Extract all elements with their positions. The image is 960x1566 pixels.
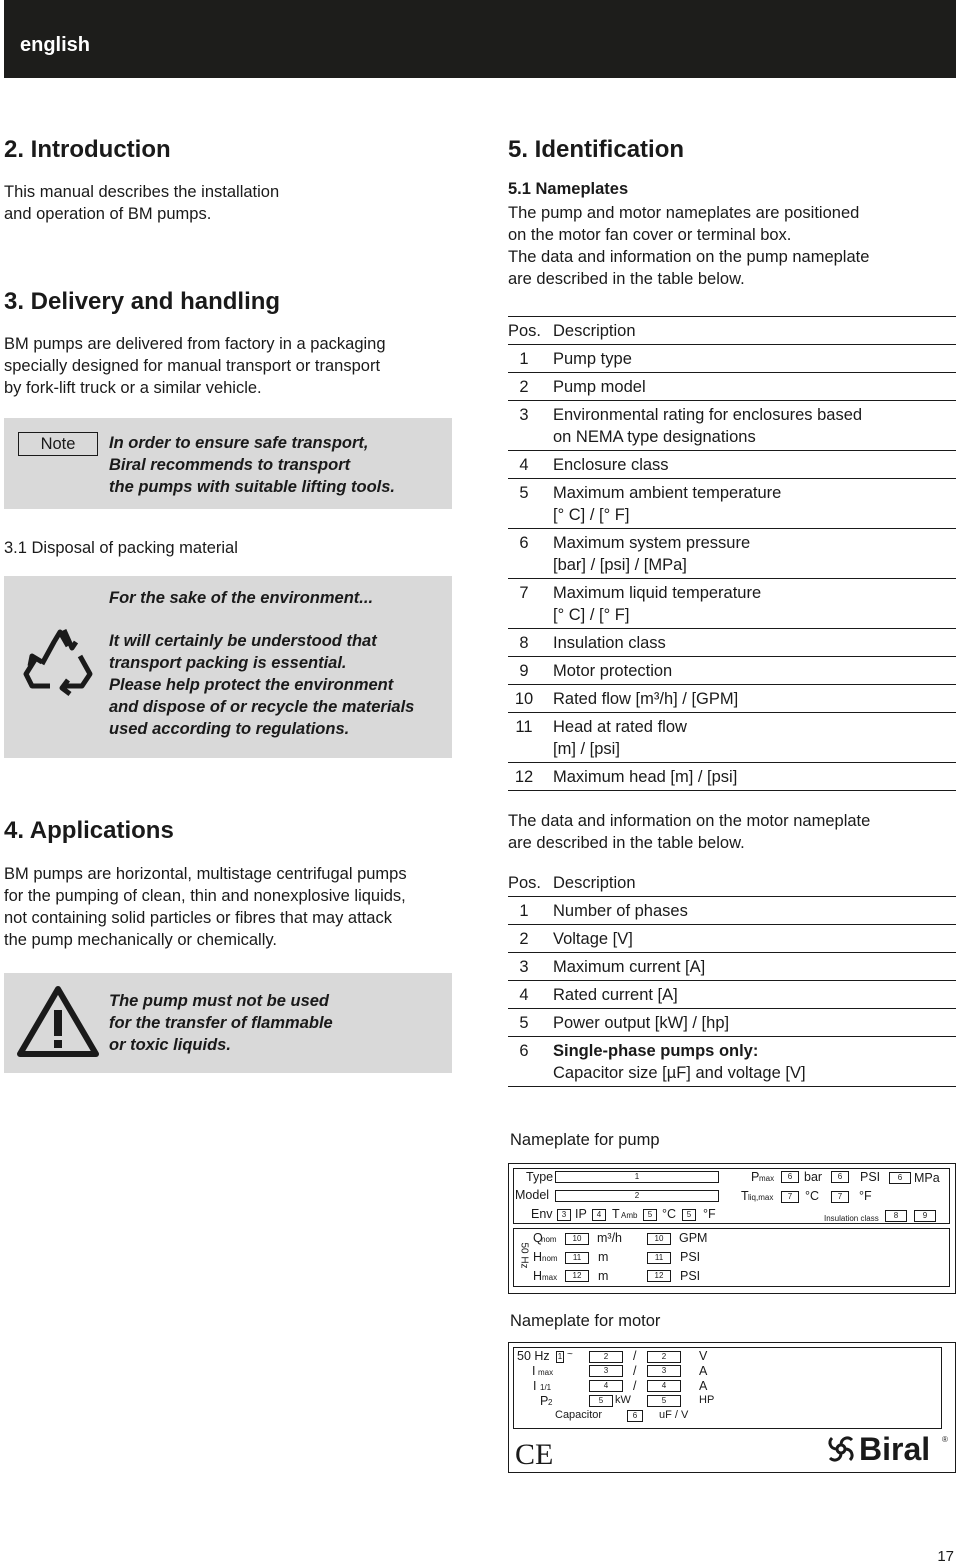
env-line-5: and dispose of or recycle the materials [109, 698, 415, 716]
biral-logo-icon [826, 1434, 856, 1464]
env-line-4: Please help protect the environment [109, 676, 394, 694]
table-row: 10 Rated flow [m³/h] / [GPM] [508, 685, 956, 713]
motor-nameplate: 50 Hz 1 ~ 2 / 2 V I max 3 / 3 A I 1/1 4 / 4 A P 2 5 kW 5 HP Capacitor 6 uF / V CE Biral ® [508, 1342, 956, 1473]
intro-title: 2. Introduction [4, 136, 171, 163]
note-label: Note [18, 432, 98, 456]
warning-line-1: The pump must not be used [109, 992, 330, 1010]
table-header: Pos. Description [508, 869, 956, 897]
language-label: english [20, 34, 91, 56]
disposal-title: 3.1 Disposal of packing material [4, 539, 238, 557]
table-row: 2 Pump model [508, 373, 956, 401]
note-line-1: In order to ensure safe transport, [109, 434, 369, 452]
identification-line-3: The data and information on the pump nameplate [508, 248, 870, 266]
page-number: 17 [937, 1548, 954, 1565]
motor-nameplate-title: Nameplate for motor [510, 1312, 661, 1330]
identification-line-4: are described in the table below. [508, 270, 745, 288]
note-line-3: the pumps with suitable lifting tools. [109, 478, 395, 496]
delivery-line-1: BM pumps are delivered from factory in a packaging [4, 335, 386, 353]
env-line-2: It will certainly be understood that [109, 632, 377, 650]
delivery-title: 3. Delivery and handling [4, 288, 281, 315]
applications-line-4: the pump mechanically or chemically. [4, 931, 277, 949]
motor-data-table [508, 869, 956, 1087]
table-row: 8 Insulation class [508, 629, 956, 657]
table-row: 7 Maximum liquid temperature [° C] / [° F] [508, 579, 956, 629]
applications-line-2: for the pumping of clean, thin and nonexplosive liquids, [4, 887, 406, 905]
header-bar [4, 0, 956, 78]
table-row: 12 Maximum head [m] / [psi] [508, 763, 956, 791]
table-row: 6 Single-phase pumps only: Capacitor size [µF] and voltage [V] [508, 1037, 956, 1087]
pump-nameplate: Type 1 Model 2 Env 3 IP 4 T Amb 5 °C 5 °F P max 6 bar 6 PSI 6 MPa T liq,max 7 °C 7 °F Insulation class 8 9 50 Hz Q nom 10 m³/h 10 GPM H nom 11 m 11 PSI H max 12 m 12 PSI [508, 1163, 956, 1294]
table-row: 6 Maximum system pressure [bar] / [psi] / [MPa] [508, 529, 956, 579]
intro-line-1: This manual describes the installation [4, 183, 280, 201]
env-line-1: For the sake of the environment... [109, 589, 374, 607]
table-row: 4 Rated current [A] [508, 981, 956, 1009]
note-line-2: Biral recommends to transport [109, 456, 351, 474]
table-row: 1 Number of phases [508, 897, 956, 925]
applications-line-3: not containing solid particles or fibres that may attack [4, 909, 392, 927]
motor-intro-line-1: The data and information on the motor nameplate [508, 812, 871, 830]
recycle-icon [20, 620, 98, 698]
nameplates-subtitle: 5.1 Nameplates [508, 180, 629, 198]
warning-line-2: for the transfer of flammable [109, 1014, 333, 1032]
biral-logo: Biral [859, 1431, 931, 1467]
table-row: 3 Maximum current [A] [508, 953, 956, 981]
warning-icon [16, 984, 100, 1058]
pump-data-table [508, 316, 956, 791]
motor-intro-line-2: are described in the table below. [508, 834, 745, 852]
table-row: 1 Pump type [508, 345, 956, 373]
table-row: 5 Maximum ambient temperature [° C] / [° F] [508, 479, 956, 529]
pump-nameplate-title: Nameplate for pump [510, 1131, 660, 1149]
applications-title: 4. Applications [4, 817, 174, 844]
env-line-3: transport packing is essential. [109, 654, 347, 672]
intro-line-2: and operation of BM pumps. [4, 205, 212, 223]
ce-mark: CE [515, 1438, 554, 1471]
delivery-line-3: by fork-lift truck or a similar vehicle. [4, 379, 262, 397]
warning-line-3: or toxic liquids. [109, 1036, 231, 1054]
table-row: 2 Voltage [V] [508, 925, 956, 953]
table-header: Pos. Description [508, 316, 956, 345]
table-row: 4 Enclosure class [508, 451, 956, 479]
identification-line-2: on the motor fan cover or terminal box. [508, 226, 792, 244]
table-row: 11 Head at rated flow [m] / [psi] [508, 713, 956, 763]
identification-line-1: The pump and motor nameplates are positioned [508, 204, 860, 222]
table-row: 5 Power output [kW] / [hp] [508, 1009, 956, 1037]
delivery-line-2: specially designed for manual transport or transport [4, 357, 381, 375]
table-row: 3 Environmental rating for enclosures based on NEMA type designations [508, 401, 956, 451]
table-row: 9 Motor protection [508, 657, 956, 685]
applications-line-1: BM pumps are horizontal, multistage centrifugal pumps [4, 865, 407, 883]
env-line-6: used according to regulations. [109, 720, 350, 738]
identification-title: 5. Identification [508, 136, 685, 163]
